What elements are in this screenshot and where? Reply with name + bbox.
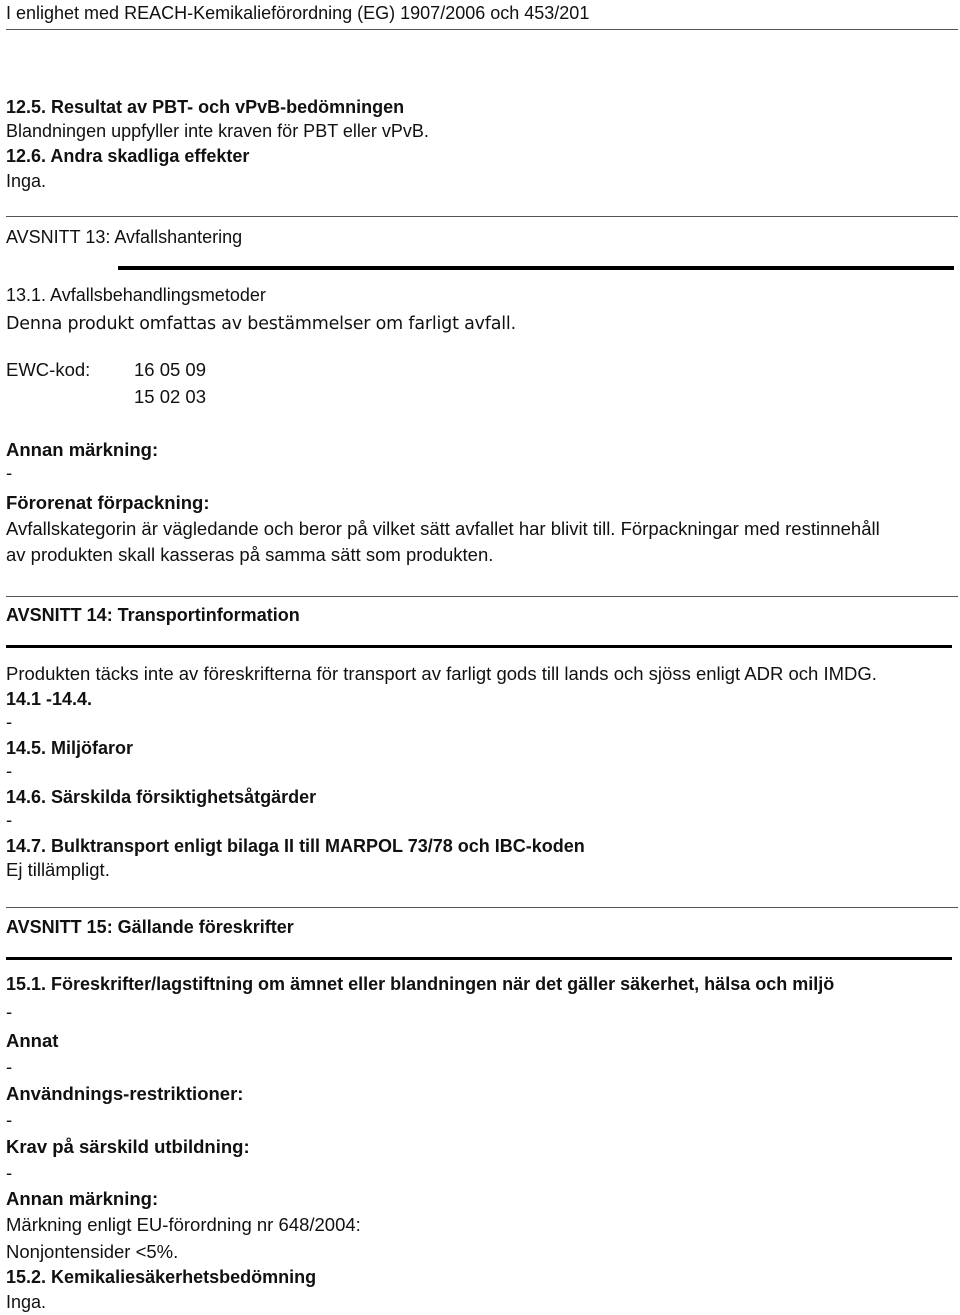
- section-title-13: AVSNITT 13: Avfallshantering: [6, 227, 243, 247]
- krav-utbildning-label: Krav på särskild utbildning:: [6, 1136, 250, 1157]
- heading-15-2: 15.2. Kemikaliesäkerhetsbedömning: [6, 1267, 317, 1287]
- annan-markning-line1: Märkning enligt EU-förordning nr 648/2004:: [6, 1214, 361, 1235]
- value-14-7: Ej tillämpligt.: [6, 859, 110, 880]
- heading-13-1: 13.1. Avfallsbehandlingsmetoder: [6, 285, 266, 305]
- annan-markning-line2: Nonjontensider <5%.: [6, 1241, 179, 1262]
- section-title-underline-14: [6, 645, 952, 648]
- text-12-5: Blandningen uppfyller inte kraven för PBT eller vPvB.: [6, 121, 429, 141]
- value-14-5: -: [6, 760, 13, 781]
- heading-12-5: 12.5. Resultat av PBT- och vPvB-bedömningen: [6, 97, 405, 117]
- value-14-1-14-4: -: [6, 711, 13, 732]
- ewc-code: 15 02 03: [134, 386, 207, 407]
- fororenat-text-line1: Avfallskategorin är vägledande och beror på vilket sätt avfallet har blivit till. Förpackningar med restinnehåll: [6, 518, 880, 539]
- annat-value: -: [6, 1056, 13, 1077]
- text-13-1: Denna produkt omfattas av bestämmelser om farligt avfall.: [6, 314, 516, 334]
- fororenat-text-line2: av produkten skall kasseras på samma sätt som produkten.: [6, 544, 494, 565]
- value-14-6: -: [6, 809, 13, 830]
- annan-markning-label: Annan märkning:: [6, 1188, 159, 1209]
- krav-utbildning-value: -: [6, 1162, 13, 1183]
- header-text: I enlighet med REACH-Kemikalieförordning (EG) 1907/2006 och 453/201: [6, 3, 590, 23]
- section-divider-15: [6, 907, 958, 908]
- ewc-label: EWC-kod:: [6, 359, 91, 380]
- section-divider-14: [6, 596, 958, 597]
- text-14-intro: Produkten täcks inte av föreskrifterna för transport av farligt gods till lands och sjöss enligt ADR och IMDG.: [6, 663, 877, 684]
- text-12-6: Inga.: [6, 171, 47, 191]
- text-15-2: Inga.: [6, 1292, 47, 1312]
- heading-12-6: 12.6. Andra skadliga effekter: [6, 146, 250, 166]
- value-15-1: -: [6, 1001, 13, 1022]
- header-divider: [6, 29, 958, 30]
- section-title-underline-13: [118, 266, 954, 270]
- section-title-14: AVSNITT 14: Transportinformation: [6, 605, 300, 625]
- section-divider-13: [6, 216, 958, 217]
- heading-14-5: 14.5. Miljöfaror: [6, 738, 134, 758]
- heading-14-7: 14.7. Bulktransport enligt bilaga II till MARPOL 73/78 och IBC-koden: [6, 836, 585, 856]
- anvandnings-restriktioner-value: -: [6, 1109, 13, 1130]
- anvandnings-restriktioner-label: Användnings-restriktioner:: [6, 1083, 244, 1104]
- section-title-underline-15: [6, 957, 952, 960]
- heading-14-1-14-4: 14.1 -14.4.: [6, 689, 93, 709]
- heading-15-1: 15.1. Föreskrifter/lagstiftning om ämnet eller blandningen när det gäller säkerhet, hälsa och miljö: [6, 974, 835, 994]
- annan-markning-label: Annan märkning:: [6, 439, 159, 460]
- fororenat-label: Förorenat förpackning:: [6, 492, 210, 513]
- heading-14-6: 14.6. Särskilda försiktighetsåtgärder: [6, 787, 317, 807]
- section-title-15: AVSNITT 15: Gällande föreskrifter: [6, 917, 294, 937]
- annat-label: Annat: [6, 1030, 59, 1051]
- ewc-code: 16 05 09: [134, 359, 207, 380]
- annan-markning-value: -: [6, 462, 13, 483]
